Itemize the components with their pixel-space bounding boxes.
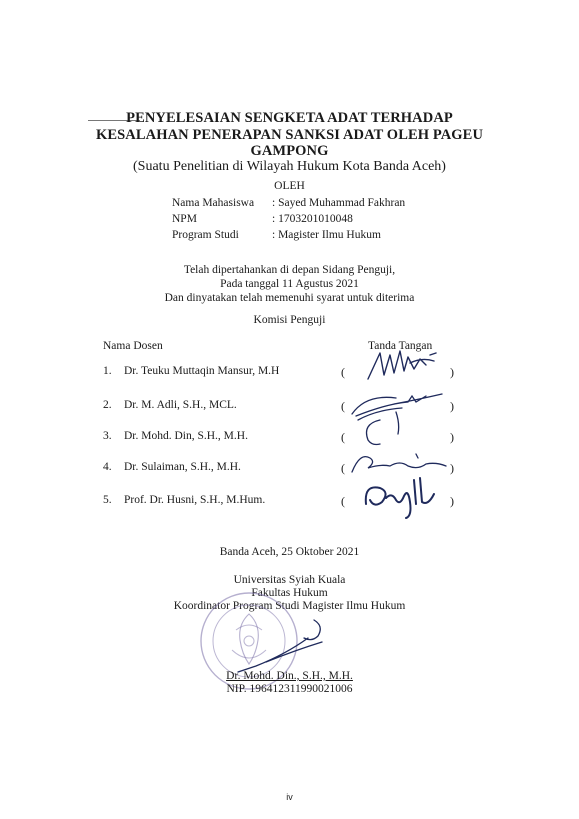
examiner-name: Dr. Sulaiman, S.H., M.H.: [124, 461, 241, 473]
page-number: iv: [286, 792, 293, 802]
examiner-name: Dr. M. Adli, S.H., MCL.: [124, 399, 237, 411]
examiner-number: 1.: [103, 365, 112, 377]
signature-examiner-5: [356, 474, 446, 522]
examiner-number: 2.: [103, 399, 112, 411]
signature-examiner-3: [352, 410, 422, 450]
defense-line-3: Dan dinyatakan telah memenuhi syarat untuk diterima: [164, 292, 415, 304]
signature-coordinator: [226, 612, 346, 674]
header-tanda-tangan: Tanda Tangan: [368, 340, 433, 352]
paren-close: ): [450, 461, 454, 475]
title-line-2: KESALAHAN PENERAPAN SANKSI ADAT OLEH PAGEU: [95, 127, 484, 143]
title-line-1: PENYELESAIAN SENGKETA ADAT TERHADAP: [126, 110, 453, 126]
examiner-name: Dr. Mohd. Din, S.H., M.H.: [124, 430, 248, 442]
paren-open: (: [341, 461, 345, 475]
title-line-3: GAMPONG: [250, 143, 329, 159]
paren-open: (: [341, 430, 345, 444]
student-program-label: Program Studi: [172, 229, 239, 241]
student-name-value: : Sayed Muhammad Fakhran: [272, 197, 406, 209]
student-npm-value: : 1703201010048: [272, 213, 353, 225]
paren-close: ): [450, 399, 454, 413]
examiner-number: 3.: [103, 430, 112, 442]
committee-heading: Komisi Penguji: [253, 314, 326, 326]
examiner-name: Dr. Teuku Muttaqin Mansur, M.H: [124, 365, 280, 377]
defense-line-1: Telah dipertahankan di depan Sidang Penguji,: [183, 264, 396, 276]
paren-close: ): [450, 494, 454, 508]
university-name: Universitas Syiah Kuala: [233, 574, 346, 586]
place-date: Banda Aceh, 25 Oktober 2021: [219, 546, 360, 558]
student-npm-label: NPM: [172, 213, 197, 225]
signature-examiner-1: [360, 345, 450, 385]
paren-open: (: [341, 399, 345, 413]
title-subtitle: (Suatu Penelitian di Wilayah Hukum Kota Banda Aceh): [133, 159, 446, 174]
student-name-label: Nama Mahasiswa: [172, 197, 255, 209]
coordinator-role: Koordinator Program Studi Magister Ilmu Hukum: [173, 600, 406, 612]
paren-close: ): [450, 430, 454, 444]
paren-open: (: [341, 494, 345, 508]
coordinator-nip: NIP. 196412311990021006: [226, 683, 353, 695]
coordinator-name: Dr. Mohd. Din., S.H., M.H.: [226, 670, 353, 682]
student-program-value: : Magister Ilmu Hukum: [272, 229, 381, 241]
oleh-label: OLEH: [274, 180, 305, 192]
faculty-name: Fakultas Hukum: [251, 587, 328, 599]
paren-open: (: [341, 365, 345, 379]
examiner-name: Prof. Dr. Husni, S.H., M.Hum.: [124, 494, 266, 506]
paren-close: ): [450, 365, 454, 379]
examiner-number: 5.: [103, 494, 112, 506]
header-nama-dosen: Nama Dosen: [103, 340, 163, 352]
defense-line-2: Pada tanggal 11 Agustus 2021: [220, 278, 359, 290]
examiner-number: 4.: [103, 461, 112, 473]
